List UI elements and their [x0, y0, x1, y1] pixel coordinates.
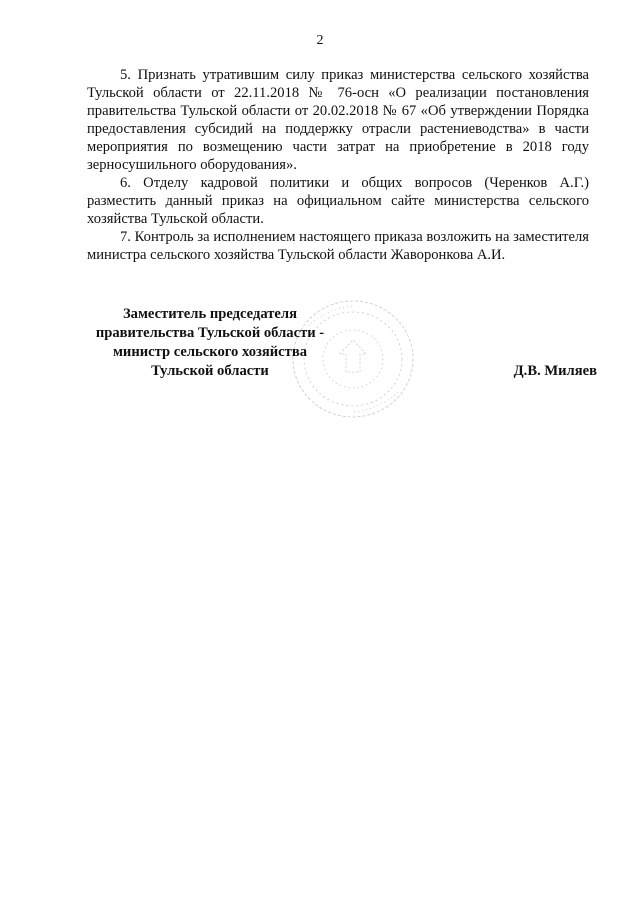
signature-position-line: Заместитель председателя	[122, 306, 297, 322]
signature-position-line: министр сельского хозяйства	[112, 344, 308, 360]
paragraph-7: 7. Контроль за исполнением настоящего приказа возложить на заместителя министра сельского хозяйства Тульской области Жаворонкова А.И.	[87, 229, 589, 263]
page-number: 2	[316, 33, 324, 48]
paragraph-6: 6. Отделу кадровой политики и общих вопросов (Черенков А.Г.) разместить данный приказ на официальном сайте министерства сельского хозяйства Тульской области.	[87, 175, 589, 227]
signer-name: Д.В. Миляев	[513, 363, 597, 379]
signature-position-line: Тульской области	[151, 363, 269, 379]
signature-position	[90, 305, 330, 381]
document-body	[87, 66, 589, 264]
signature-position-line: правительства Тульской области -	[95, 325, 325, 341]
paragraph-5: 5. Признать утратившим силу приказ министерства сельского хозяйства Тульской области от 22.11.2018 № 76-осн «О реализации постановления правительства Тульской области от 20.02.2018 № 67 «Об утверждении Порядка предоставления субсидий на поддержку отрасли растениеводства» в части мероприятия по возмещению части затрат на приобретение в 2018 году зерносушильного оборудования».	[87, 67, 589, 173]
